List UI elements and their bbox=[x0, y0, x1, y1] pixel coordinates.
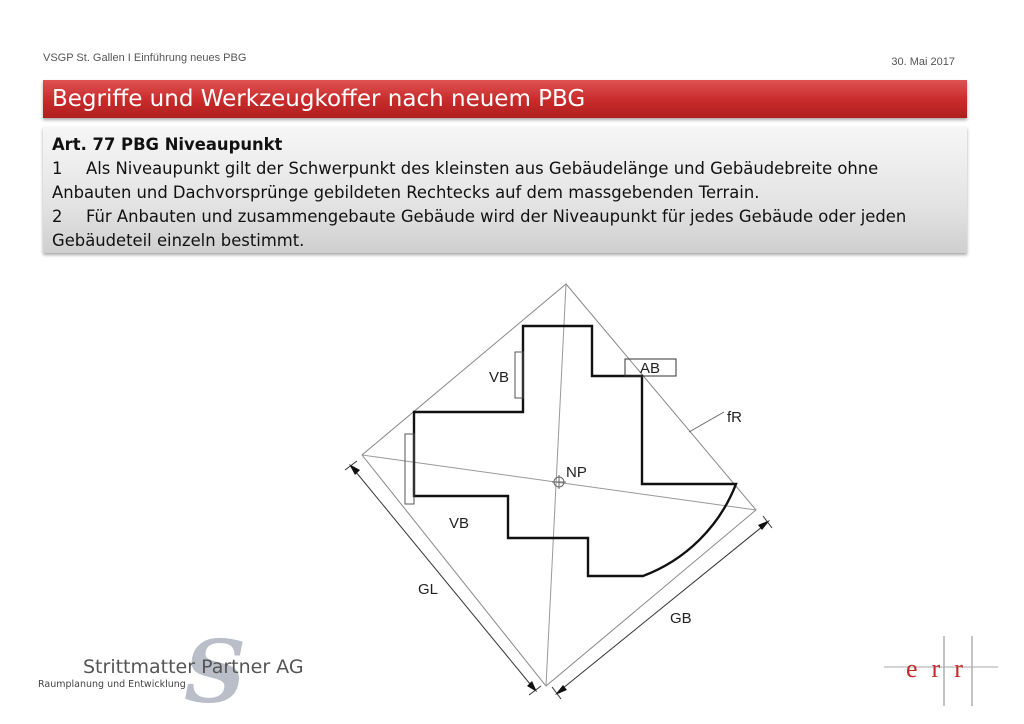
label-gb: GB bbox=[670, 610, 692, 627]
strittmatter-s-logo-icon: S bbox=[184, 622, 247, 723]
paragraph-2-number: 2 bbox=[52, 207, 63, 226]
label-ab: AB bbox=[640, 360, 661, 377]
roof-overhang-left bbox=[405, 434, 414, 504]
building-outline bbox=[414, 326, 736, 576]
header-date: 30. Mai 2017 bbox=[891, 56, 955, 68]
company-subtitle: Raumplanung und Entwicklung bbox=[38, 679, 186, 690]
article-heading: Art. 77 PBG Niveaupunkt bbox=[52, 135, 283, 154]
label-vb-top: VB bbox=[489, 369, 510, 386]
paragraph-1-number: 1 bbox=[52, 159, 63, 178]
paragraph-2-text: Für Anbauten und zusammengebaute Gebäude wird der Niveaupunkt für jedes Gebäude oder jeden Gebäudeteil einzeln bestimmt. bbox=[52, 207, 907, 250]
company-name: Strittmatter Partner AG bbox=[83, 656, 304, 678]
label-np: NP bbox=[566, 464, 587, 481]
label-fr: fR bbox=[727, 409, 742, 426]
paragraph-1-text: Als Niveaupunkt gilt der Schwerpunkt des kleinsten aus Gebäudelänge und Gebäudebreite ohne Anbauten und Dachvorsprünge gebildeten Rechtecks auf dem massgebenden Terrain. bbox=[52, 159, 879, 202]
slide-title: Begriffe und Werkzeugkoffer nach neuem PBG bbox=[43, 80, 967, 118]
label-vb-bottom: VB bbox=[449, 515, 470, 532]
err-logo: err bbox=[906, 654, 977, 683]
fr-leader-line bbox=[689, 412, 724, 432]
header-presentation-title: VSGP St. Gallen I Einführung neues PBG bbox=[43, 52, 247, 64]
label-gl: GL bbox=[418, 581, 439, 598]
